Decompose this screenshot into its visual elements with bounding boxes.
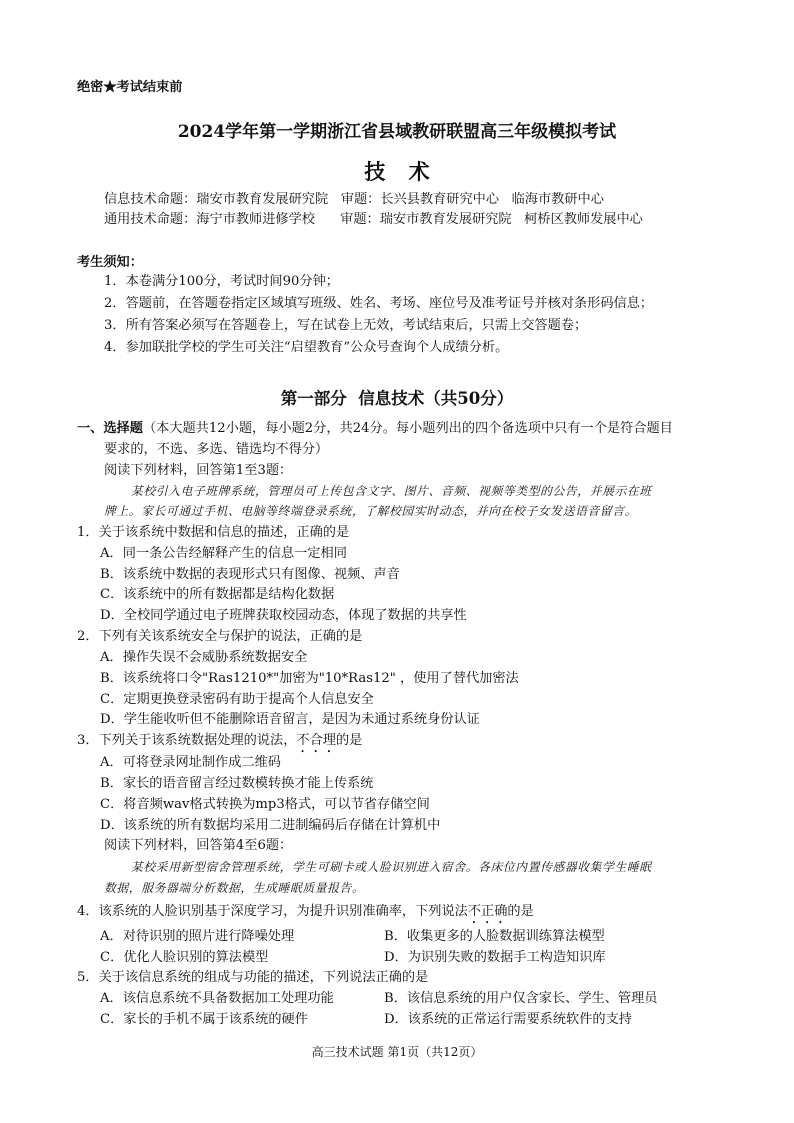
question-2-option-b: B．该系统将口令"Ras1210*"加密为"10*Ras12" ，使用了替代加密法: [100, 671, 519, 686]
notice-item: 3．所有答案必须写在答题卷上，写在试卷上无效，考试结束后，只需上交答题卷；: [104, 318, 588, 333]
question-4-option-b: B．收集更多的人脸数据训练算法模型: [384, 929, 605, 944]
material-text: 数据，服务器端分析数据，生成睡眠质量报告。: [104, 881, 365, 895]
emphasis-text: 不正确: [467, 904, 508, 919]
material-text: 牌上。家长可通过手机、电脑等终端登录系统，了解校园实时动态，并向在校子女发送语音留言。: [104, 504, 638, 518]
notice-item: 2．答题前，在答题卷指定区域填写班级、姓名、考场、座位号及准考证号并核对条形码信息；: [104, 296, 654, 311]
question-4-option-c: C．优化人脸识别的算法模型: [100, 950, 269, 965]
material-intro: 阅读下列材料，回答第1至3题：: [104, 463, 293, 478]
question-2-stem: 2．下列有关该系统安全与保护的说法，正确的是: [77, 629, 363, 644]
credits-line-1: 信息技术命题：瑞安市教育发展研究院 审题：长兴县教育研究中心 临海市教研中心: [104, 192, 604, 207]
notice-heading: 考生须知：: [77, 255, 143, 270]
question-5-stem: 5．关于该信息系统的组成与功能的描述，下列说法正确的是: [77, 970, 429, 985]
question-2-option-d: D．学生能收听但不能删除语音留言，是因为未通过系统身份认证: [100, 712, 480, 727]
exam-title: 2024学年第一学期浙江省县域教研联盟高三年级模拟考试: [177, 122, 617, 142]
question-1-stem: 1．关于该系统中数据和信息的描述，正确的是: [77, 525, 350, 540]
question-3-stem: 3．下列关于该系统数据处理的说法，不合理的是: [77, 733, 363, 748]
section-description: （本大题共12小题，每小题2分，共24分。每小题列出的四个备选项中只有一个是符合题目: [142, 421, 673, 436]
question-3-option-c: C．将音频wav格式转换为mp3格式，可以节省存储空间: [100, 797, 430, 812]
material-text: 某校采用新型宿舍管理系统，学生可刷卡或人脸识别进入宿舍。各床位内置传感器收集学生睡眠: [131, 860, 652, 874]
question-3-option-a: A．可将登录网址制作成二维码: [100, 755, 281, 770]
question-2-option-c: C．定期更换登录密码有助于提高个人信息安全: [100, 692, 374, 707]
emphasis-text: 不合理: [296, 733, 336, 748]
confidential-mark: 绝密★考试结束前: [77, 80, 183, 95]
question-1-option-a: A．同一条公告经解释产生的信息一定相同: [100, 546, 347, 561]
question-1-option-b: B．该系统中数据的表现形式只有图像、视频、声音: [100, 567, 400, 582]
part-title: 第一部分 信息技术（共50分）: [280, 389, 514, 408]
section-label: 一、选择题: [77, 421, 143, 436]
material-intro: 阅读下列材料，回答第4至6题：: [104, 838, 293, 853]
question-5-option-d: D．该系统的正常运行需要系统软件的支持: [384, 1012, 632, 1027]
section-intro: [77, 419, 673, 438]
question-1-option-c: C．该系统中的所有数据都是结构化数据: [100, 587, 335, 602]
notice-item: 4．参加联批学校的学生可关注“启望教育”公众号查询个人成绩分析。: [104, 340, 509, 355]
question-5-option-c: C．家长的手机不属于该系统的硬件: [100, 1012, 308, 1027]
section-description-cont: 要求的，不选、多选、错选均不得分）: [104, 442, 329, 457]
material-text: 某校引入电子班牌系统，管理员可上传包含文字、图片、音频、视频等类型的公告，并展示在班: [131, 484, 652, 498]
question-3-option-d: D．该系统的所有数据均采用二进制编码后存储在计算机中: [100, 818, 441, 833]
question-1-option-d: D．全校同学通过电子班牌获取校园动态，体现了数据的共享性: [100, 608, 467, 623]
credits-line-2: 通用技术命题：海宁市教师进修学校 审题：瑞安市教育发展研究院 柯桥区教师发展中心: [104, 212, 643, 227]
notice-item: 1．本卷满分100分，考试时间90分钟；: [104, 274, 339, 289]
subject-title: 技 术: [364, 159, 430, 184]
page-footer: 高三技术试题 第1页（共12页）: [311, 1045, 483, 1059]
question-2-option-a: A．操作失误不会威胁系统数据安全: [100, 650, 308, 665]
question-4-option-a: A．对待识别的照片进行降噪处理: [100, 929, 295, 944]
question-4-stem: 4．该系统的人脸识别基于深度学习，为提升识别准确率，下列说法不正确的是: [77, 904, 534, 919]
question-4-option-d: D．为识别失败的数据手工构造知识库: [384, 950, 606, 965]
question-3-option-b: B．家长的语音留言经过数模转换才能上传系统: [100, 776, 374, 791]
question-5-option-b: B．该信息系统的用户仅含家长、学生、管理员: [384, 991, 658, 1006]
question-5-option-a: A．该信息系统不具备数据加工处理功能: [100, 991, 334, 1006]
